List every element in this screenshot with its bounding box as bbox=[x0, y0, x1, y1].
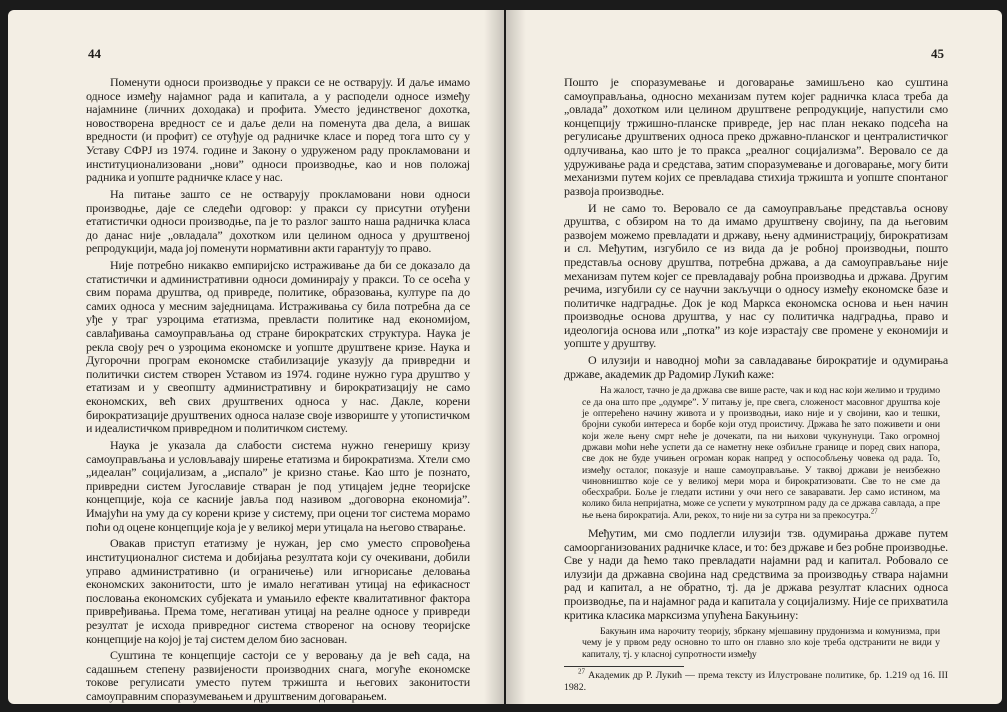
paragraph: О илузији и наводној моћи за савладавање бирократије и одумирања државе, академик др Радомир Лукић каже: bbox=[564, 353, 948, 381]
left-page bbox=[8, 10, 504, 704]
footnote-mark: 27 bbox=[870, 507, 878, 516]
page-number: 45 bbox=[931, 46, 944, 61]
quote-text: На жалост, тачно је да држава све више расте, чак и код нас који желимо и трудимо се да она што пре „одумре”. У питању је, пре свега, сложеност масовног друштва које је оптерећено начину живота и у производњи, иако није и у својини, као и тешки, брojни сукоби интереса и борбе који отуд проистичу. Држава ће зато поживети и они који желе њену смрт неће је дочекати, па ни њихови чукунунуци. Тако огромној држави моћи неће успети да се наметну неке озбиљне границе и поред свих напора, све док не буде учињен огроман корак напред у оспособљењу човека од рада. То, између осталог, показује и наше самоуправљање. У таквој држави је неизбежно чиновништво које се у великој мери мора и бирократизовати. Све то не сме да обесхрабри. Боље је гледати истини у очи него се заваравати. Јер само истином, ма колико била непријатна, може се успети у мукотрпном раду да се држава савлада, а пре ње њена бирократија. Али, рекох, то није ни за сутра ни за прекосутра. bbox=[582, 385, 940, 521]
paragraph: Овакав приступ етатизму је нужан, јер смо уместо спровођења институционалног система и добијања резултата који су очекивани, добили управо административно (и ограничење) или игнорисање деловања економских законитости, што је имало негативан утицај на ефикасност пословања економских субјеката и умањило ефекте квалитативног фактора привређивања. Према томе, негативан утицај на реалне односе у привреди резултат је исхода привредног система створеног на основу теоријске концепције на којој је тај систем делом био заснован. bbox=[86, 536, 470, 646]
paragraph: Поменути односи производње у пракси се не остварују. И даље имамо односе између најамног рада и капитала, а у расподели односе између најамнине (личних доходака) и профита. Уместо јединственог дохотка, новостворена вредност се и даље дели на поменута два дела, а вишак вредности (и профит) се отуђује од радничке класе и поред тога што су у Уставу СФРЈ из 1974. године и Закону о удруженом раду прокламовани и институционализовани „нови” односи производње, као и нов положај радника и уопште радничке класе у нас. bbox=[86, 75, 470, 185]
paragraph: Пошто је споразумевање и договарање замишљено као суштина самоуправљања, односно механизам путем којег радничка класа треба да „овлада” дохотком или целином друштвене репродукције, напустили смо концепцију тржишно-планске привреде, јер нас план некако подсећа на регулисање друштвених односа преко државно-планског и централистичког одлучивања, као што је то пракса „реалног социјализма”. Веровало се да удруживање рада и средстава, затим споразумевање и договарање, могу бити механизми путем којих се превладава стихија тржишта и уопште спонтаног развоја производње. bbox=[564, 75, 948, 198]
block-quote: Бакуњин има нарочиту теорију, збркану мјешавину прудонизма и комунизма, при чему је у првом реду основно то што он главно зло које треба одстранити не види у капиталу, тј. у класној супротности између bbox=[582, 626, 940, 660]
page-number: 44 bbox=[88, 46, 101, 61]
paragraph: Није потребно никакво емпиријско истраживање да би се доказало да статистички и административни односи доминирају у пракси. То се осећа у свим порама друштва, од привреде, политике, образовања, културе па до самих односа у месним заједницама. Истраживања су била потребна да се уђе у траг узроцима етатизма, превласти политике над економијом, савлађивања самоуправљања од стране бирократских структура. Наука је рекла своју реч о узроцима економске и уопште друштвене кризе. Наука и Дугорочни програм економске стабилизације указују да привредни и политички систем створен Уставом из 1974. године нужно гура друштво у етатизам и у свеопшту административну и бирократизацију не само економских, већ свих друштвених односа у нас. Дакле, корени бирократизације друштвених односа налазе своје извориште у утопистичком и идеалистичком привредном и политичком систему. bbox=[86, 258, 470, 436]
gutter-shadow bbox=[506, 10, 526, 704]
gutter-shadow bbox=[484, 10, 504, 704]
paragraph: Наука је указала да слабости система нужно генеришу кризу самоуправљања и условљавају ширење етатизма и бирократизма. Хтели смо „идеалан” социјализам, а „испало” је кризно стање. Као што је познато, привредни систем Југославије стваран је под утицајем једне теоријске концепције, која се касније јавља под називом „договорна економија”. Имајући на уму да су корени кризе у систему, при оцени тог система морамо поћи од оцене концепције која је у великој мери утицала на његово стварање. bbox=[86, 438, 470, 534]
footnote bbox=[564, 667, 949, 693]
paragraph: И не само то. Веровало се да самоуправљање представља основу друштва, с обзиром на то да имамо друштвену својину, па да његовим развојем можемо превладати и државу, њену администрацију, бирократизам и сл. Међутим, изгубило се из вида да је робној производњи, пошто представља основу друштва, потребна држава, а да самоуправљање није механизам путем којег се превладавају робна производња и држава. Другим речима, изгубили су се научни закључци о односу између економске базе и политичке надградње. Док је код Маркса економска основа и њен начин производње основа друштва, у нас су политичка надградња, право и идеологија основа или „потка” из које израстају све промене у економији и уопште у друштву. bbox=[564, 200, 948, 351]
left-page-body bbox=[86, 76, 470, 707]
block-quote bbox=[582, 385, 940, 521]
paragraph: Суштина те концепције састоји се у веровању да је већ сада, на садашњем степену развијености производних снага, могуће економске токове регулисати уместо путем тржишта и његових законитости самоуправним споразумевањем и друштвеним договарањем. bbox=[86, 648, 470, 704]
footnote-text: Академик др Р. Лукић — према тексту из Илустроване политике, бр. 1.219 од 16. III 1982. bbox=[564, 670, 949, 693]
paragraph: На питање зашто се не остварују прокламовани нови односи производње, даје се следећи одговор: у пракси су присутни отуђени етатистички односи производње, па је то разлог зашто наша радничка класа до данас није „овладала” дохотком или целином односа у друштвеној репродукцији, мада јој поменути нормативни акти гарантују то право. bbox=[86, 186, 470, 256]
paragraph: Међутим, ми смо подлегли илузији тзв. одумирања државе путем самоорганизованих радничке класе, и то: без државе и без робне производње. Све у нади да ћемо тако превладати најамни рад и капитал. Робовало се илузији да државна својина над средствима за производњу ствара најамни рад и капитал, а не обратно, тј. да је држава резултат класних односа производње, па и најамног рада и капитала у социјализму. Није се прихватила критика класика марксизма упућена Бакуњину: bbox=[564, 526, 948, 622]
right-page bbox=[506, 10, 1002, 704]
right-page-body bbox=[564, 76, 948, 693]
footnote-mark: 27 bbox=[578, 667, 585, 676]
